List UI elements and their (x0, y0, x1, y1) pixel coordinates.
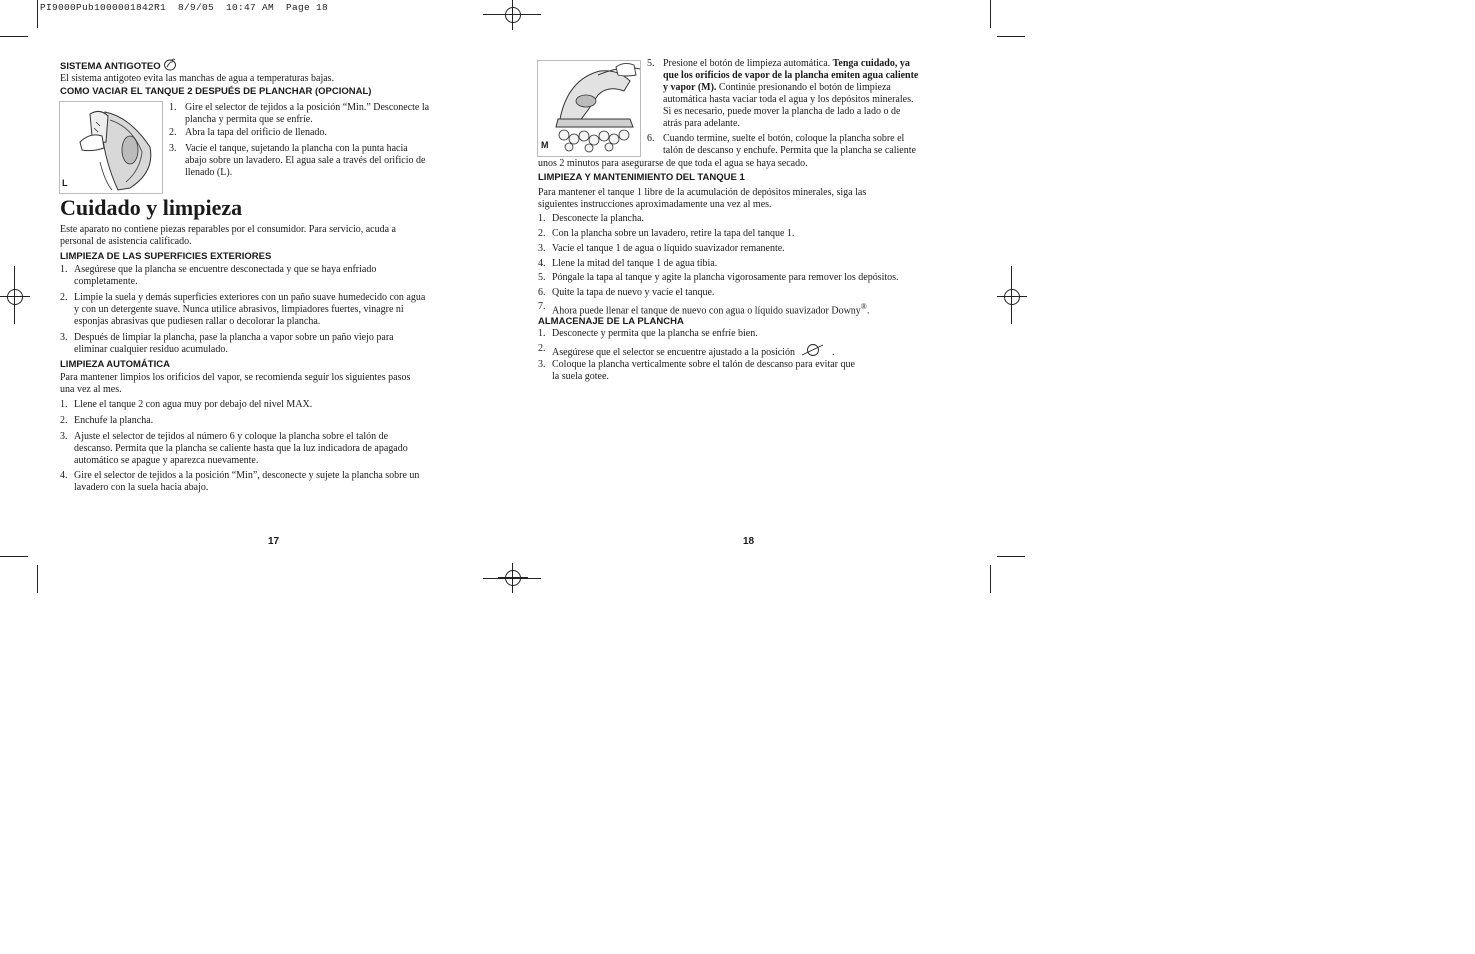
drip-text: El sistema antigoteo evita las manchas de agua a temperaturas bajas. (60, 73, 335, 84)
step-text: Limpie la suela y demás superficies exteriores con un paño suave humedecido con agua (74, 292, 426, 303)
figure-label-m: M (541, 140, 549, 150)
reg-line (483, 578, 541, 579)
step-text (663, 58, 918, 70)
step-number: 4. (538, 258, 546, 269)
intro-line: personal de asistencia calificado. (60, 236, 192, 247)
registration-mark-right (997, 282, 1027, 312)
step-text: automática hasta vaciar toda el agua y los depósitos minerales. (663, 94, 914, 105)
step-text: Desconecte y permita que la plancha se enfríe bien. (552, 328, 758, 339)
print-slug: PI9000Pub1000001842R1 8/9/05 10:47 AM Page 18 (40, 2, 329, 13)
step-text-continued: unos 2 minutos para asegurarse de que toda el agua se haya secado. (538, 158, 808, 169)
empty-tank-title: COMO VACIAR EL TANQUE 2 DESPUÉS DE PLANCHAR (OPCIONAL) (60, 86, 372, 97)
crop-mark (37, 565, 38, 593)
crop-mark (0, 36, 28, 37)
step-text: talón de descanso y enchufe. Permita que la plancha se caliente (663, 145, 916, 156)
auto-intro (60, 372, 410, 396)
step-text: y con un detergente suave. Nunca utilice abrasivos, limpiadores fuertes, vinagre ni (74, 304, 404, 315)
step-text-end: . (831, 347, 835, 358)
step-text: Coloque la plancha verticalmente sobre el talón de descanso para evitar que (552, 359, 855, 370)
step-text: llenado (L). (185, 167, 233, 178)
step-text: plancha y permita que se enfríe. (185, 114, 313, 125)
step-number: 1. (169, 102, 177, 113)
step-number: 2. (60, 415, 68, 426)
drip-title-text: SISTEMA ANTIGOTEO (60, 61, 161, 72)
step-text: esponjas abrasivas que pudiesen rallar o decolorar la plancha. (74, 316, 321, 327)
step-number: 1. (60, 264, 68, 275)
step-text: Cuando termine, suelte el botón, coloque la plancha sobre el (663, 133, 905, 144)
step-text: abajo sobre un lavadero. El agua sale a través del orificio de (185, 155, 426, 166)
figure-label-l: L (62, 178, 68, 188)
iron-emptying-illustration (60, 102, 162, 193)
exterior-cleaning-title: LIMPIEZA DE LAS SUPERFICIES EXTERIORES (60, 251, 272, 262)
tank-intro-line: Para mantener el tanque 1 libre de la acumulación de depósitos minerales, siga las (538, 187, 867, 198)
step-number: 5. (647, 58, 655, 69)
step-number: 3. (538, 243, 546, 254)
step-text: Vacíe el tanque, sujetando la plancha con la punta hacia (185, 143, 408, 154)
step-text: Desconecte la plancha. (552, 213, 644, 224)
step-text: descanso. Permita que la plancha se caliente hasta que la luz indicadora de apagado (74, 443, 408, 454)
crop-mark (0, 556, 28, 557)
registration-mark-left (0, 282, 30, 312)
intro-line: Este aparato no contiene piezas reparables por el consumidor. Para servicio, acuda a (60, 224, 396, 235)
auto-intro-line: Para mantener limpios los orificios del vapor, se recomienda seguir los siguientes pasos (60, 372, 411, 383)
step-text: Abra la tapa del orificio de llenado. (185, 127, 327, 138)
iron-steam-illustration (538, 61, 640, 156)
step-text: Después de limpiar la plancha, pase la plancha a vapor sobre un paño viejo para (74, 332, 394, 343)
step-text: la suela gotee. (552, 371, 609, 382)
crop-mark (997, 36, 1025, 37)
step-text: Asegúrese que la plancha se encuentre desconectada y que se haya enfriado (74, 264, 377, 275)
step-text: Llene el tanque 2 con agua muy por debajo del nivel MAX. (74, 399, 313, 410)
auto-intro-line: una vez al mes. (60, 384, 122, 395)
registered-mark: ® (860, 302, 867, 311)
step-text: eliminar cualquier residuo acumulado. (74, 344, 228, 355)
auto-cleaning-title: LIMPIEZA AUTOMÁTICA (60, 359, 170, 370)
figure-iron-self-clean (537, 60, 641, 157)
drip-section-title (60, 58, 177, 73)
warning-text: que los orificios de vapor de la plancha emiten agua caliente (663, 70, 919, 81)
step-text: Ajuste el selector de tejidos al número 6 y coloque la plancha sobre el talón de (74, 431, 389, 442)
step-number: 1. (538, 328, 546, 339)
step-number: 1. (60, 399, 68, 410)
warning-text: Tenga cuidado, ya (832, 58, 910, 69)
step-number: 2. (538, 343, 546, 354)
step-number: 3. (169, 143, 177, 154)
step-number: 3. (60, 431, 68, 442)
tank-intro (538, 187, 866, 211)
reg-line (14, 266, 15, 324)
step-number: 6. (647, 133, 655, 144)
step-text: Ahora puede llenar el tanque de nuevo con agua o líquido suavizador Downy (552, 305, 861, 317)
step-number: 7. (538, 301, 546, 312)
step-text: automático se apague y aparezca nuevamente. (74, 455, 259, 466)
step-text: Quite la tapa de nuevo y vacíe el tanque. (552, 287, 715, 298)
step-text (663, 70, 918, 82)
registration-mark-top (498, 0, 528, 30)
tank-intro-line: siguientes instrucciones aproximadamente una vez al mes. (538, 199, 772, 210)
step-text: Llene la mitad del tanque 1 de agua tibia. (552, 258, 718, 269)
step-number: 2. (538, 228, 546, 239)
step-number: 1. (538, 213, 546, 224)
step-text-end: . (866, 305, 870, 317)
step-text: lavadero con la suela hacia abajo. (74, 482, 209, 493)
crop-mark (37, 0, 38, 28)
reg-line (1011, 266, 1012, 324)
step-number: 2. (169, 127, 177, 138)
storage-title: ALMACENAJE DE LA PLANCHA (538, 316, 684, 327)
figure-iron-emptying (59, 101, 163, 194)
off-position-icon (801, 343, 825, 357)
step-text: Gire el selector de tejidos a la posición “Min.” Desconecte la (185, 102, 430, 113)
step-number: 4. (60, 470, 68, 481)
step-number: 2. (60, 292, 68, 303)
step-text: Gire el selector de tejidos a la posición “Min”, desconecte y sujete la plancha sobre un (74, 470, 420, 481)
step-text: Vacíe el tanque 1 de agua o líquido suavizador remanente. (552, 243, 785, 254)
step-number: 3. (60, 332, 68, 343)
step-text: Con la plancha sobre un lavadero, retire la tapa del tanque 1. (552, 228, 795, 239)
drip-icon (163, 58, 177, 71)
crop-mark (990, 565, 991, 593)
step-text-part: Presione el botón de limpieza automática. (663, 58, 833, 69)
step-text: Póngale la tapa al tanque y agite la plancha vigorosamente para remover los depósitos. (552, 272, 899, 283)
step-text: Si es necesario, puede mover la plancha de lado a lado o de (663, 106, 901, 117)
crop-mark (990, 0, 991, 28)
step-number: 6. (538, 287, 546, 298)
reg-line (483, 14, 541, 15)
step-text: atrás para adelante. (663, 118, 740, 129)
tank-maintenance-title: LIMPIEZA Y MANTENIMIENTO DEL TANQUE 1 (538, 172, 745, 183)
step-text-part: Continúe presionando el botón de limpieza (716, 82, 891, 93)
intro-text (60, 224, 396, 248)
section-heading: Cuidado y limpieza (60, 195, 243, 220)
page-number-right: 18 (743, 536, 755, 547)
step-number: 5. (538, 272, 546, 283)
step-text: Enchufe la plancha. (74, 415, 154, 426)
step-text (663, 82, 918, 94)
step-text: Asegúrese que el selector se encuentre ajustado a la posición (552, 347, 795, 358)
warning-text: y vapor (M). (663, 82, 717, 93)
step-text: completamente. (74, 276, 138, 287)
page-number-left: 17 (268, 536, 280, 547)
crop-mark (997, 556, 1025, 557)
step-number: 3. (538, 359, 546, 370)
